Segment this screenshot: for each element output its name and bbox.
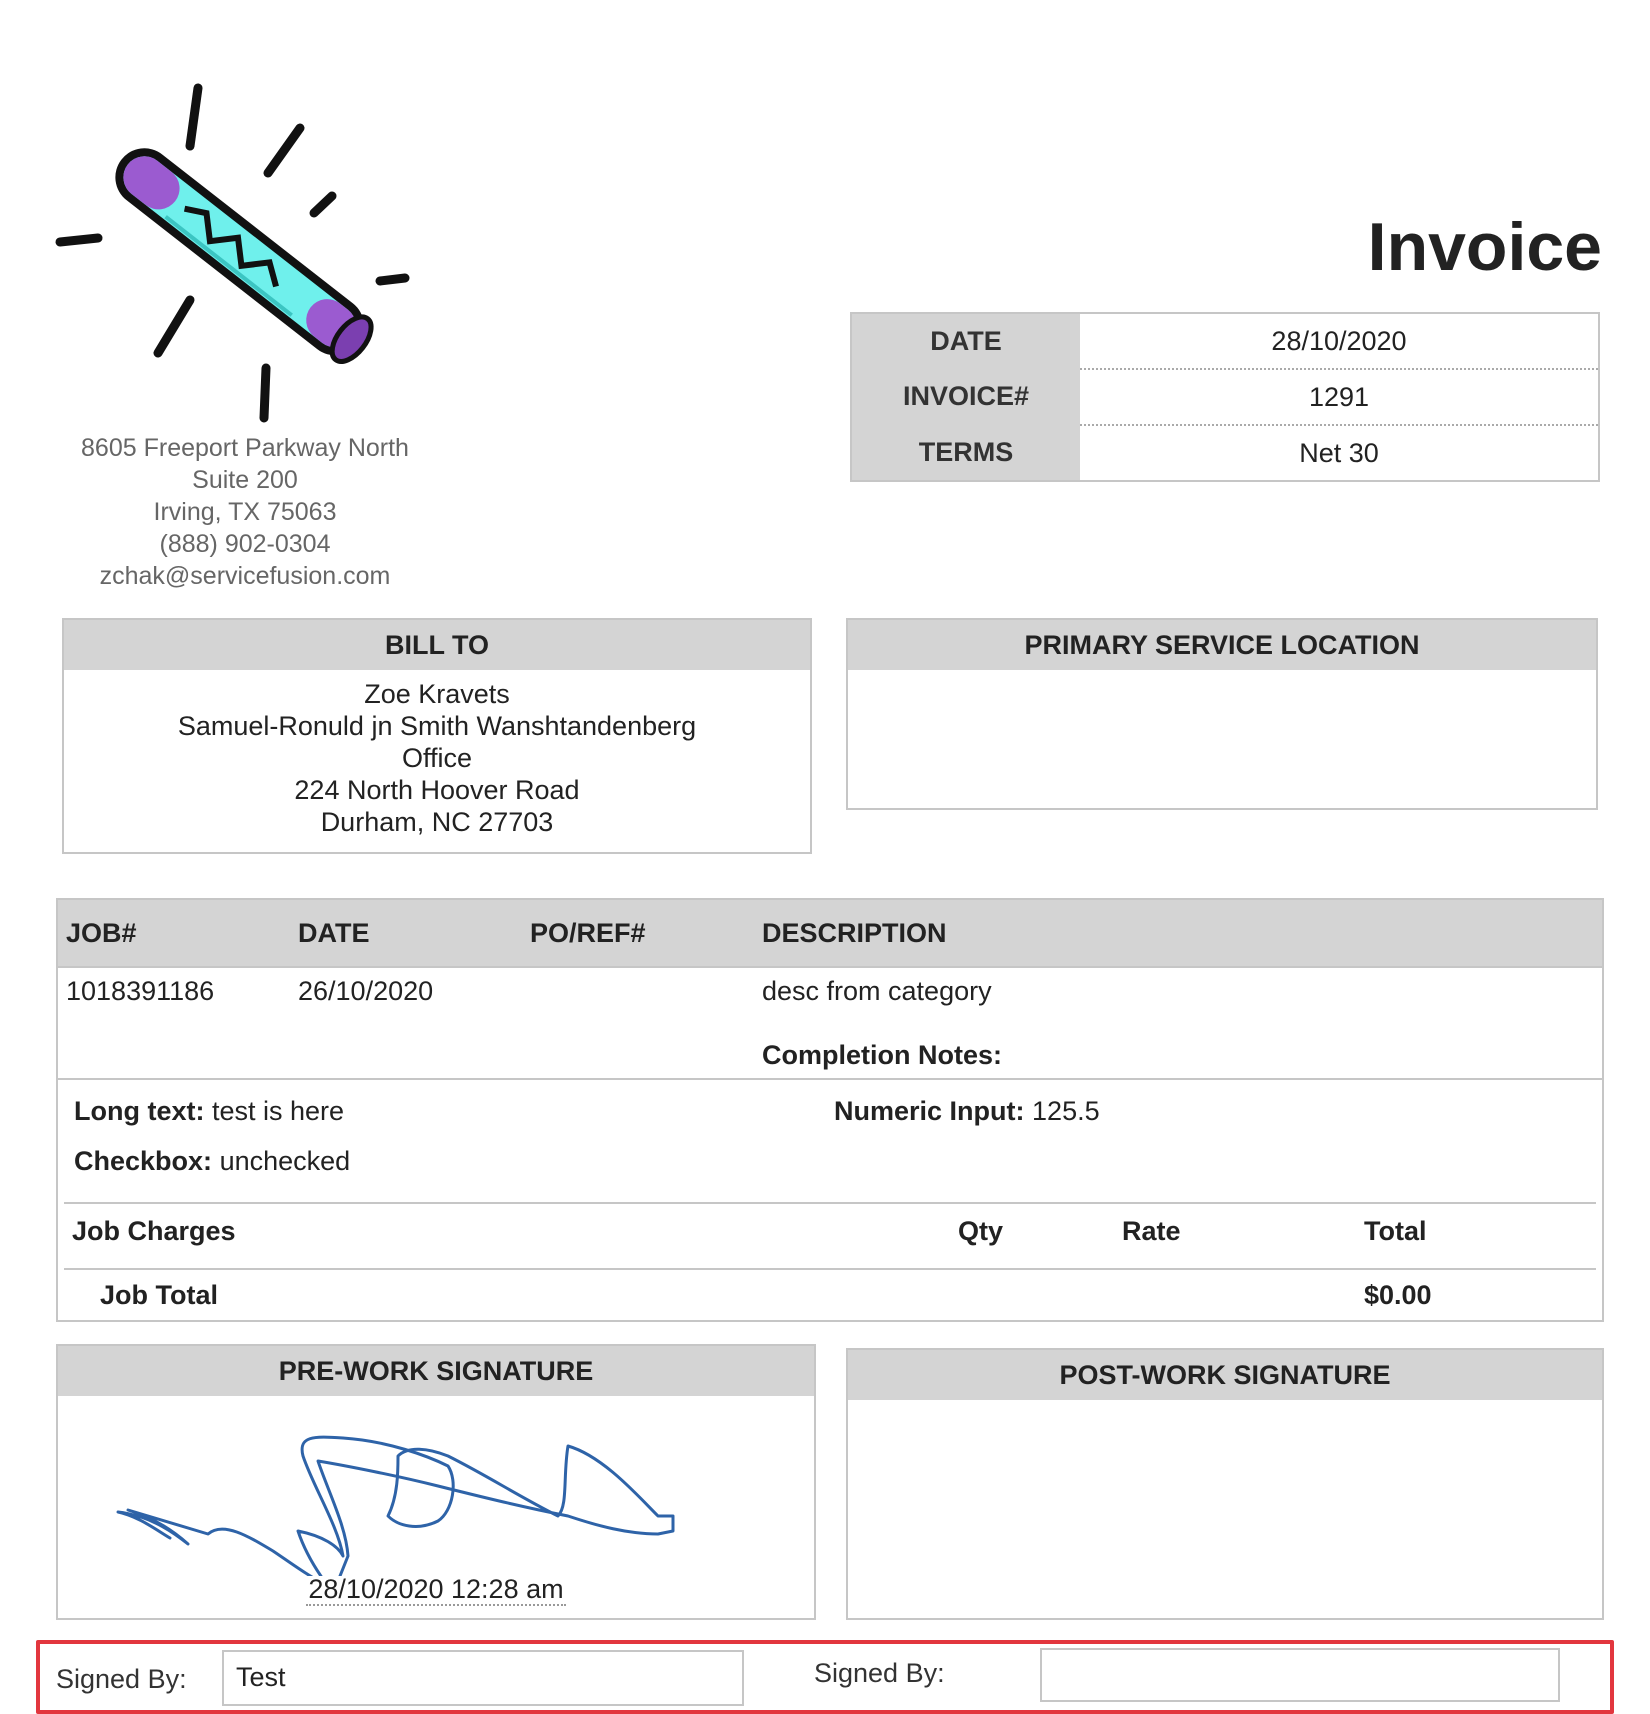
post-signed-by-label: Signed By:: [814, 1658, 945, 1688]
qty-header: Qty: [958, 1216, 1004, 1246]
job-charges-header: [64, 1202, 1596, 1270]
numeric-input-label: Numeric Input:: [834, 1096, 1025, 1126]
numeric-input-field: [834, 1096, 1100, 1127]
job-total-value: $0.00: [1364, 1280, 1432, 1310]
po-ref-header: PO/REF#: [530, 918, 646, 948]
bill-to-box: [62, 618, 812, 854]
bill-to-street: 224 North Hoover Road: [294, 775, 580, 805]
invoice-number-value: 1291: [1080, 368, 1598, 424]
invoice-info-labels: [852, 314, 1080, 480]
bill-to-name: Zoe Kravets: [364, 679, 510, 709]
long-text-label: Long text:: [74, 1096, 205, 1126]
numeric-input-value: 125.5: [1032, 1096, 1100, 1126]
pre-work-signature-image: [98, 1416, 758, 1576]
completion-notes-label: Completion Notes:: [762, 1040, 1002, 1070]
bill-to-body: [64, 670, 810, 838]
checkbox-field: [74, 1146, 350, 1177]
page-title: Invoice: [1367, 209, 1602, 285]
service-location-header: PRIMARY SERVICE LOCATION: [848, 620, 1596, 670]
bill-to-header: BILL TO: [64, 620, 810, 670]
company-address: [50, 432, 440, 592]
company-email: zchak@servicefusion.com: [99, 562, 391, 590]
job-total-label: Job Total: [100, 1280, 218, 1310]
invoice-number-label: INVOICE#: [902, 381, 1030, 412]
job-number-header: JOB#: [66, 918, 137, 948]
bill-to-location: Office: [401, 743, 473, 773]
long-text-value: test is here: [212, 1096, 345, 1126]
checkbox-label: Checkbox:: [74, 1146, 213, 1176]
company-city-state-zip: Irving, TX 75063: [153, 498, 337, 526]
invoice-info-values: [1080, 314, 1598, 480]
rate-header: Rate: [1122, 1216, 1181, 1246]
pre-signed-by-label: Signed By:: [56, 1664, 187, 1694]
glowstick-logo-icon: [50, 78, 450, 428]
job-table-header: [58, 900, 1602, 966]
bill-to-city-state-zip: Durham, NC 27703: [320, 807, 554, 837]
post-work-signature-header: POST-WORK SIGNATURE: [848, 1350, 1602, 1400]
job-charges-label: Job Charges: [72, 1216, 236, 1246]
post-signed-by-input[interactable]: [1040, 1648, 1560, 1702]
custom-fields: [58, 1078, 1602, 1202]
job-table: [56, 898, 1604, 1322]
invoice-info-table: [850, 312, 1600, 482]
bill-to-company: Samuel-Ronuld jn Smith Wanshtandenberg: [177, 711, 697, 741]
signed-by-row: [36, 1640, 1614, 1714]
terms-label: TERMS: [918, 436, 1014, 467]
job-number-value: 1018391186: [66, 976, 215, 1006]
job-total-row: [58, 1270, 1602, 1324]
description-value: desc from category: [762, 976, 992, 1006]
job-date-header: DATE: [298, 918, 370, 948]
table-row: [58, 966, 1602, 1078]
company-logo: [50, 78, 450, 428]
date-value: 28/10/2020: [1271, 325, 1407, 356]
total-header: Total: [1364, 1216, 1427, 1246]
pre-signed-by-input[interactable]: Test: [222, 1650, 744, 1706]
pre-work-signature-box: [56, 1344, 816, 1620]
pre-work-signature-header: PRE-WORK SIGNATURE: [58, 1346, 814, 1396]
service-location-box: [846, 618, 1598, 810]
date-label: DATE: [930, 326, 1002, 357]
company-phone: (888) 902-0304: [159, 530, 331, 558]
description-header: DESCRIPTION: [762, 918, 947, 948]
job-date-value: 26/10/2020: [298, 976, 434, 1006]
pre-work-signature-timestamp: 28/10/2020 12:28 am: [308, 1574, 564, 1604]
pre-work-signature-timestamp-wrap: [58, 1574, 814, 1605]
company-address-line1: 8605 Freeport Parkway North: [81, 434, 409, 462]
post-work-signature-box: [846, 1348, 1604, 1620]
long-text-field: [74, 1096, 344, 1127]
terms-value: Net 30: [1080, 424, 1598, 480]
checkbox-value: unchecked: [219, 1146, 351, 1176]
company-address-line2: Suite 200: [192, 466, 298, 494]
